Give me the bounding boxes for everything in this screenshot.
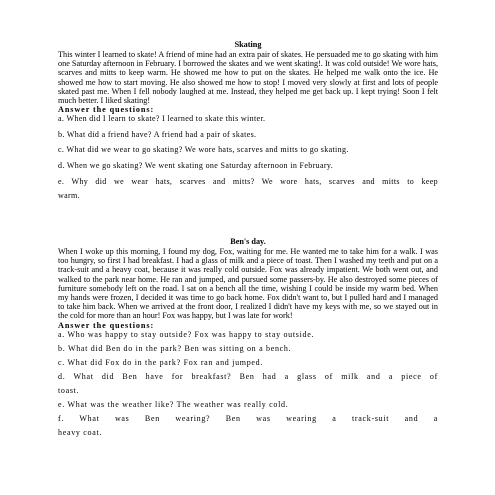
skating-story: This winter I learned to skate! A friend of mine had an extra pair of skates. He persuaded me to go skating with him one Saturday afternoon in February. I borrowed the skates and we went skating!. It was cold outside! We wore hats, scarves and mitts to keep warm. He showed me how to put on the skates. He helped me walk onto the ice. He showed me how to start moving. He also showed me how to stop! I moved very slowly at first and lots of people skated past me. When I fell nobody laughed at me. Instead, they helped me get back up. I kept trying! Soon I felt much better. I liked skating! [58, 50, 438, 106]
bens-day-qa-d: d. What did Ben have for breakfast? Ben had a glass of milk and a piece of [58, 371, 438, 381]
bens-day-title: Ben's day. [230, 237, 266, 246]
skating-qa-c: c. What did we wear to go skating? We wore hats, scarves and mitts to go skating. [58, 145, 349, 155]
skating-qa-a: a. When did I learn to skate? I learned to skate this winter. [58, 114, 266, 124]
bens-day-story: When I woke up this morning, I found my dog, Fox, waiting for me. He wanted me to take him for a walk. I was too hungry, so first I had breakfast. I had a glass of milk and a piece of toast. Then I washed my teeth and put on a track-suit and a heavy coat, because it was really cold outside. Fox was already impatient. We both went out, and walked to the park near home. He ran and jumped, and pursued some passers-by. He also destroyed some pieces of furniture somebody left on the road. I sat on a bench all the time, wishing I could be inside my warm bed. When my hands were frozen, I decided it was time to go back home. Fox didn't want to, but I pulled hard and I managed to take him back. When we arrived at the front door, I realized I didn't have my keys with me, so we stayed out in the cold for more than an hour! Fox was happy, but I was late for work! [58, 247, 438, 321]
skating-qa-e: e. Why did we wear hats, scarves and mitts? We wore hats, scarves and mitts to keep [58, 176, 438, 186]
bens-day-qa-d-continued: toast. [58, 385, 80, 395]
bens-day-qa-f-continued: heavy coat. [58, 428, 103, 438]
skating-section [58, 40, 438, 200]
bens-day-answer-heading: Answer the questions: [58, 320, 155, 330]
skating-qa-b: b. What did a friend have? A friend had a pair of skates. [58, 129, 257, 139]
bens-day-qa-b: b. What did Ben do in the park? Ben was sitting on a bench. [58, 343, 292, 353]
skating-answer-heading: Answer the questions: [58, 105, 155, 115]
skating-title: Skating [234, 40, 262, 49]
skating-qa-d: d. When we go skating? We went skating one Saturday afternoon in February. [58, 161, 334, 170]
bens-day-qa-c: c. What did Fox do in the park? Fox ran and jumped. [58, 357, 264, 367]
bens-day-qa-a: a. Who was happy to stay outside? Fox was happy to stay outside. [58, 329, 315, 339]
skating-qa-e-continued: warm. [58, 190, 80, 200]
bens-day-section [58, 237, 438, 437]
bens-day-qa-e: e. What was the weather like? The weather was really cold. [58, 400, 289, 409]
bens-day-qa-f: f. What was Ben wearing? Ben was wearing a track-suit and a [58, 414, 438, 424]
